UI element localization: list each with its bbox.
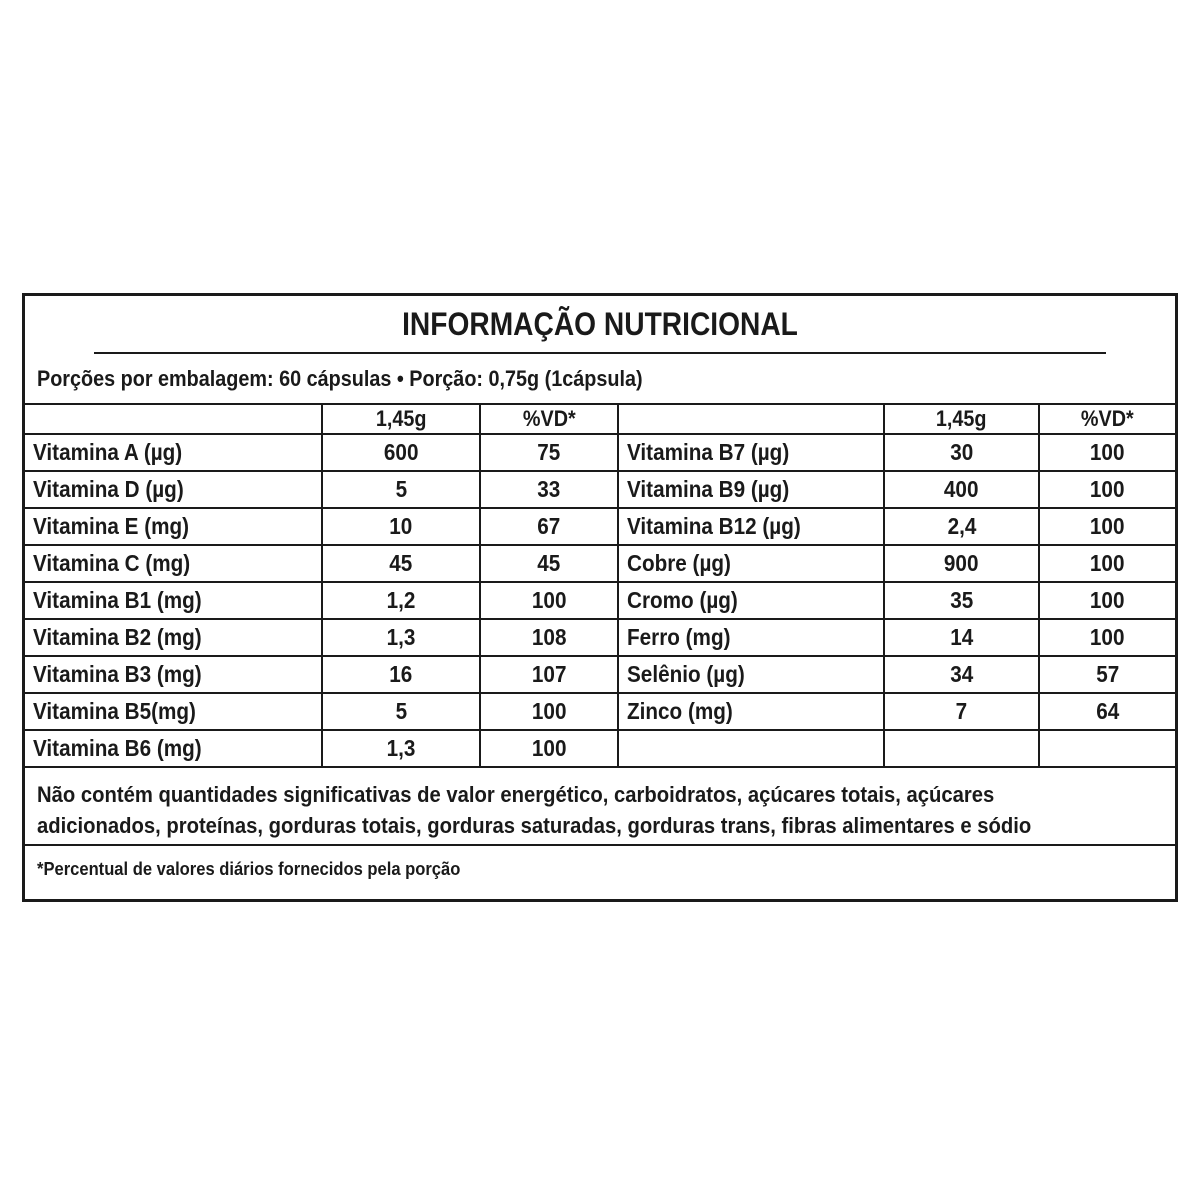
nutrient-amount-left: 16 <box>322 656 480 693</box>
nutrient-vd-left: 100 <box>480 730 618 767</box>
nutrient-vd-right: 100 <box>1039 434 1175 471</box>
nutrient-amount-right: 400 <box>884 471 1039 508</box>
nutrient-name-left: Vitamina B1 (mg) <box>25 582 322 619</box>
nutrient-vd-left: 108 <box>480 619 618 656</box>
table-header-row <box>25 405 1175 434</box>
nutrient-vd-right: 100 <box>1039 508 1175 545</box>
nutrient-amount-left: 10 <box>322 508 480 545</box>
nutrient-vd-left: 107 <box>480 656 618 693</box>
nutrient-name-right: Cromo (µg) <box>618 582 884 619</box>
nutrient-amount-left: 5 <box>322 693 480 730</box>
nutrient-name-left: Vitamina B2 (mg) <box>25 619 322 656</box>
table-row <box>25 471 1175 508</box>
nutrient-name-left: Vitamina B5(mg) <box>25 693 322 730</box>
header-amount-left: 1,45g <box>322 405 480 434</box>
table-row <box>25 582 1175 619</box>
nutrient-name-right: Cobre (µg) <box>618 545 884 582</box>
notes <box>25 768 1175 846</box>
nutrient-name-right: Vitamina B9 (µg) <box>618 471 884 508</box>
nutrient-amount-right <box>884 730 1039 767</box>
nutrient-amount-right: 7 <box>884 693 1039 730</box>
nutrient-amount-left: 45 <box>322 545 480 582</box>
nutrient-name-left: Vitamina D (µg) <box>25 471 322 508</box>
nutrient-vd-left: 45 <box>480 545 618 582</box>
nutrition-title: INFORMAÇÃO NUTRICIONAL <box>94 296 1106 354</box>
nutrient-vd-left: 67 <box>480 508 618 545</box>
nutrient-vd-left: 33 <box>480 471 618 508</box>
nutrient-name-left: Vitamina E (mg) <box>25 508 322 545</box>
nutrient-table <box>25 405 1175 768</box>
nutrient-amount-left: 1,3 <box>322 619 480 656</box>
nutrition-facts-panel <box>22 293 1178 902</box>
header-blank-left <box>25 405 322 434</box>
nutrient-amount-left: 5 <box>322 471 480 508</box>
nutrient-name-right: Vitamina B12 (µg) <box>618 508 884 545</box>
nutrient-amount-left: 600 <box>322 434 480 471</box>
nutrient-vd-right: 100 <box>1039 619 1175 656</box>
header-amount-right: 1,45g <box>884 405 1039 434</box>
table-row <box>25 730 1175 767</box>
nutrient-name-right: Zinco (mg) <box>618 693 884 730</box>
serving-text: Porções por embalagem: 60 cápsulas • Porção: 0,75g (1cápsula) <box>37 365 643 391</box>
nutrient-vd-right: 100 <box>1039 471 1175 508</box>
nutrient-name-left: Vitamina C (mg) <box>25 545 322 582</box>
nutrient-amount-left: 1,3 <box>322 730 480 767</box>
nutrient-amount-right: 14 <box>884 619 1039 656</box>
nutrient-name-right: Selênio (µg) <box>618 656 884 693</box>
table-row <box>25 545 1175 582</box>
header-vd-left: %VD* <box>480 405 618 434</box>
footnote <box>25 846 1175 893</box>
nutrient-vd-right: 64 <box>1039 693 1175 730</box>
nutrient-vd-left: 100 <box>480 693 618 730</box>
nutrient-vd-right <box>1039 730 1175 767</box>
header-vd-right: %VD* <box>1039 405 1175 434</box>
notes-line-2: adicionados, proteínas, gorduras totais, gorduras saturadas, gorduras trans, fibras alimentares e sódio <box>37 813 1032 838</box>
nutrient-name-left: Vitamina B3 (mg) <box>25 656 322 693</box>
nutrient-vd-right: 100 <box>1039 582 1175 619</box>
nutrient-amount-right: 35 <box>884 582 1039 619</box>
notes-line-1: Não contém quantidades significativas de valor energético, carboidratos, açúcares totais, açúcares <box>37 782 995 807</box>
nutrient-vd-right: 57 <box>1039 656 1175 693</box>
table-row <box>25 656 1175 693</box>
nutrient-vd-left: 75 <box>480 434 618 471</box>
table-row <box>25 508 1175 545</box>
nutrient-amount-right: 2,4 <box>884 508 1039 545</box>
nutrient-amount-right: 34 <box>884 656 1039 693</box>
nutrient-name-right <box>618 730 884 767</box>
nutrient-amount-right: 30 <box>884 434 1039 471</box>
nutrient-amount-left: 1,2 <box>322 582 480 619</box>
nutrient-vd-left: 100 <box>480 582 618 619</box>
table-row <box>25 619 1175 656</box>
nutrient-name-right: Ferro (mg) <box>618 619 884 656</box>
table-row <box>25 693 1175 730</box>
nutrient-name-left: Vitamina A (µg) <box>25 434 322 471</box>
table-row <box>25 434 1175 471</box>
serving-info <box>25 354 1175 405</box>
header-blank-right <box>618 405 884 434</box>
nutrient-vd-right: 100 <box>1039 545 1175 582</box>
footnote-text: *Percentual de valores diários fornecidos pela porção <box>37 859 461 879</box>
nutrient-name-left: Vitamina B6 (mg) <box>25 730 322 767</box>
nutrient-amount-right: 900 <box>884 545 1039 582</box>
nutrient-name-right: Vitamina B7 (µg) <box>618 434 884 471</box>
